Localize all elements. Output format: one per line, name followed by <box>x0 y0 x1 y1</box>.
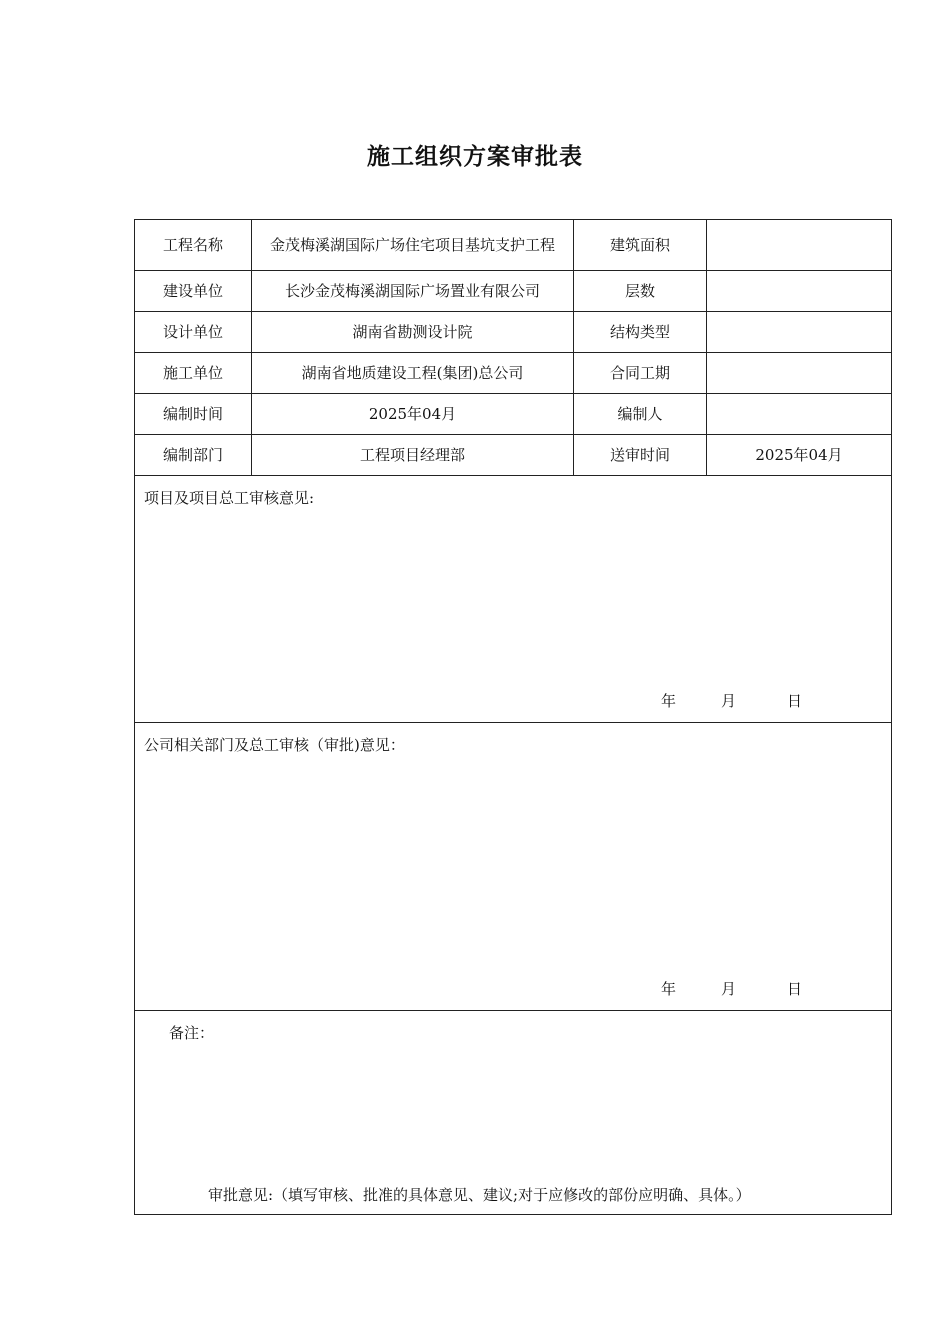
company-review-year: 年 <box>661 980 677 998</box>
approval-note: 审批意见:（填写审核、批准的具体意见、建议;对于应修改的部份应明确、具体。） <box>208 1186 751 1204</box>
value-design-unit[interactable]: 湖南省勘测设计院 <box>252 312 574 353</box>
label-builder-unit: 施工单位 <box>135 353 252 394</box>
value-compile-dept[interactable]: 工程项目经理部 <box>252 435 574 476</box>
row-project-name <box>135 220 892 271</box>
row-project-review <box>135 476 892 723</box>
project-review-cell[interactable] <box>135 476 892 723</box>
project-review-date <box>661 691 802 712</box>
row-design-unit <box>135 312 892 353</box>
row-company-review <box>135 723 892 1011</box>
label-submit-time: 送审时间 <box>574 435 707 476</box>
page-title: 施工组织方案审批表 <box>367 144 583 170</box>
label-structure-type: 结构类型 <box>574 312 707 353</box>
remarks-cell[interactable] <box>135 1011 892 1215</box>
company-review-month: 月 <box>721 980 737 998</box>
approval-form-table <box>134 219 892 1215</box>
value-structure-type[interactable] <box>707 312 892 353</box>
label-building-area: 建筑面积 <box>574 220 707 271</box>
project-review-year: 年 <box>661 692 677 710</box>
value-builder-unit[interactable]: 湖南省地质建设工程(集团)总公司 <box>252 353 574 394</box>
remarks-label: 备注： <box>169 1024 215 1042</box>
label-floors: 层数 <box>574 271 707 312</box>
project-review-day: 日 <box>787 692 803 710</box>
company-review-cell[interactable] <box>135 723 892 1011</box>
value-contract-period[interactable] <box>707 353 892 394</box>
label-compile-time: 编制时间 <box>135 394 252 435</box>
label-project-name: 工程名称 <box>135 220 252 271</box>
value-compile-time[interactable]: 2025年04月 <box>252 394 574 435</box>
value-submit-time[interactable]: 2025年04月 <box>707 435 892 476</box>
label-compiler: 编制人 <box>574 394 707 435</box>
project-review-label: 项目及项目总工审核意见: <box>144 489 315 507</box>
company-review-date <box>661 979 802 1000</box>
row-builder-unit <box>135 353 892 394</box>
value-construction-unit[interactable]: 长沙金茂梅溪湖国际广场置业有限公司 <box>252 271 574 312</box>
value-building-area[interactable] <box>707 220 892 271</box>
value-project-name[interactable]: 金茂梅溪湖国际广场住宅项目基坑支护工程 <box>252 220 574 271</box>
row-construction-unit <box>135 271 892 312</box>
value-compiler[interactable] <box>707 394 892 435</box>
row-remarks <box>135 1011 892 1215</box>
row-compile-dept <box>135 435 892 476</box>
label-design-unit: 设计单位 <box>135 312 252 353</box>
project-review-month: 月 <box>721 692 737 710</box>
label-construction-unit: 建设单位 <box>135 271 252 312</box>
value-floors[interactable] <box>707 271 892 312</box>
company-review-label: 公司相关部门及总工审核（审批)意见： <box>144 736 405 754</box>
row-compile-time <box>135 394 892 435</box>
label-contract-period: 合同工期 <box>574 353 707 394</box>
label-compile-dept: 编制部门 <box>135 435 252 476</box>
company-review-day: 日 <box>787 980 803 998</box>
